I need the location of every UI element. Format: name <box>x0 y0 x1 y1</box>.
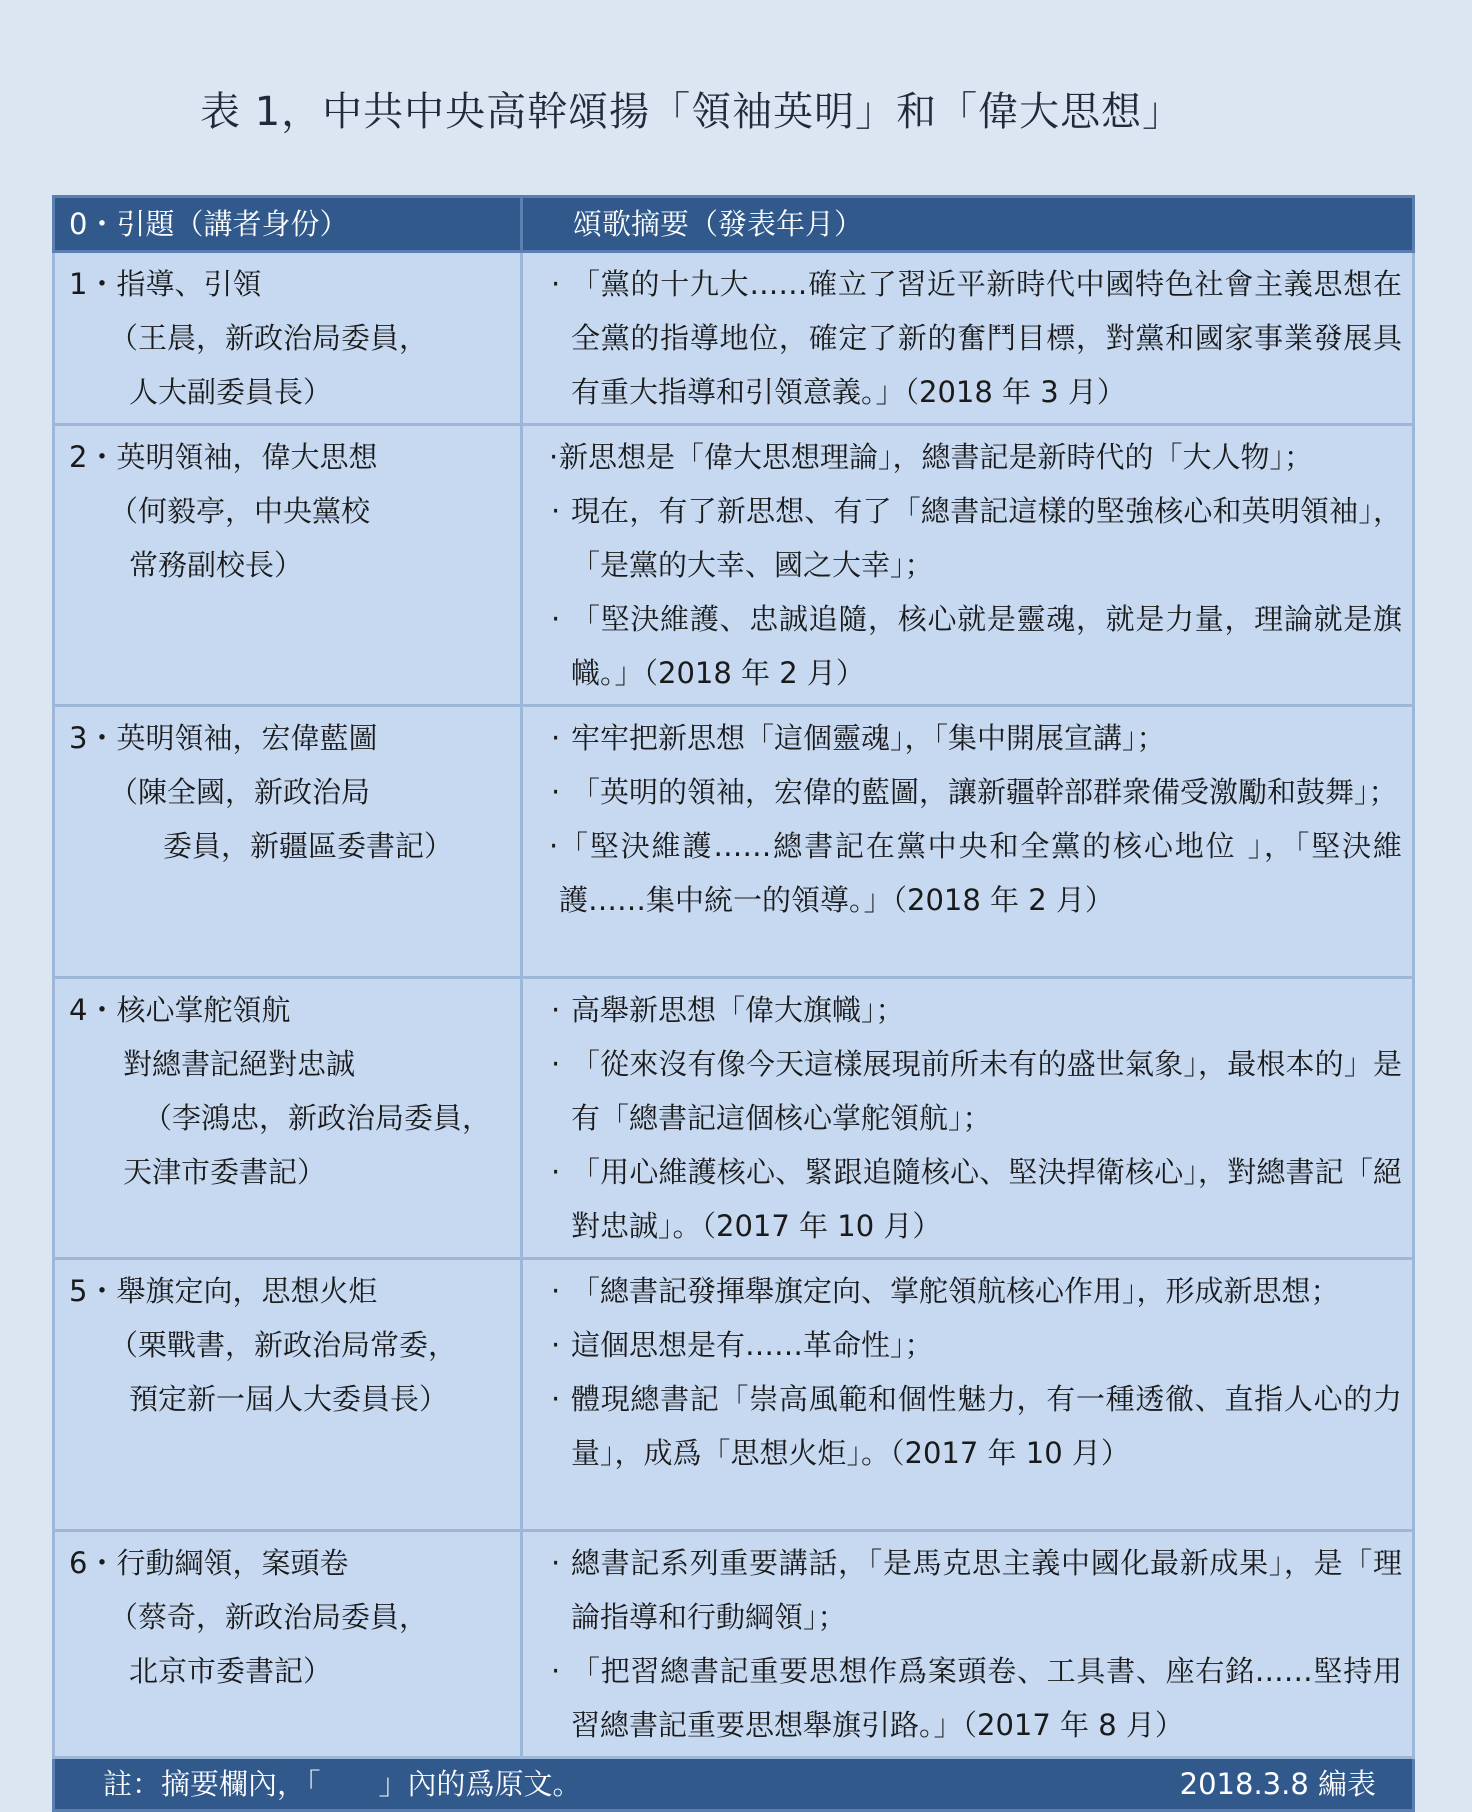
summary-item: · 「用心維護核心、緊跟追隨核心、堅決捍衛核心」，對總書記「絕對忠誠」。（2017 年 10 月） <box>537 1145 1402 1253</box>
speaker-cell <box>54 425 522 706</box>
table-row <box>54 252 1414 425</box>
speaker-line: 常務副校長） <box>129 548 304 582</box>
bullet-icon: · <box>551 1047 561 1081</box>
speaker-line: 天津市委書記） <box>123 1155 327 1189</box>
topic-line: 3・英明領袖，宏偉藍圖 <box>69 721 378 755</box>
bullet-icon: · <box>551 721 561 755</box>
summary-item: · 「英明的領袖，宏偉的藍圖，讓新疆幹部群衆備受激勵和鼓舞」； <box>537 765 1402 819</box>
bullet-icon: · <box>551 1328 561 1362</box>
bullet-icon: · <box>551 1546 561 1580</box>
header-row <box>54 197 1414 252</box>
speaker-line: 人大副委員長） <box>129 375 333 409</box>
summary-item: · 「從來沒有像今天這樣展現前所未有的盛世氣象」，最根本的」是有「總書記這個核心掌舵領航」； <box>537 1037 1402 1145</box>
speaker-line: （陳全國，新政治局 <box>109 775 371 809</box>
speaker-cell <box>54 252 522 425</box>
topic-line: 5・舉旗定向，思想火炬 <box>69 1274 378 1308</box>
speaker-cell <box>54 1531 522 1758</box>
topic-line: 1・指導、引領 <box>69 267 262 301</box>
bullet-icon: · <box>551 775 561 809</box>
table-row <box>54 706 1414 978</box>
bullet-icon: · <box>551 494 561 528</box>
footer-note: 註：摘要欄內，「 」內的爲原文。 <box>103 1767 582 1801</box>
bullet-icon: · <box>549 440 559 474</box>
table-row <box>54 1259 1414 1531</box>
summary-item: · 「總書記發揮舉旗定向、掌舵領航核心作用」，形成新思想； <box>537 1264 1402 1318</box>
summary-cell <box>522 1259 1414 1531</box>
bullet-icon: · <box>551 1155 561 1189</box>
footer-date: 2018.3.8 編表 <box>1179 1767 1376 1801</box>
bullet-icon: · <box>551 993 561 1027</box>
speaker-line: （李鴻忠，新政治局委員， <box>143 1101 492 1135</box>
footer-row <box>54 1758 1414 1811</box>
speaker-cell <box>54 706 522 978</box>
summary-item: · 「黨的十九大……確立了習近平新時代中國特色社會主義思想在全黨的指導地位，確定了新的奮鬥目標，對黨和國家事業發展具有重大指導和引領意義。」（2018 年 3 月） <box>537 257 1402 419</box>
table-title: 表 1，中共中央高幹頌揚「領袖英明」和「偉大思想」 <box>200 89 1184 135</box>
summary-item: · 總書記系列重要講話，「是馬克思主義中國化最新成果」，是「理論指導和行動綱領」； <box>537 1536 1402 1644</box>
summary-table <box>52 195 1415 1812</box>
summary-item: · 「堅決維護、忠誠追隨，核心就是靈魂，就是力量，理論就是旗幟。」（2018 年 2 月） <box>537 592 1402 700</box>
header-col1-label: 0・引題（講者身份） <box>69 207 349 241</box>
speaker-line: （王晨，新政治局委員， <box>109 321 429 355</box>
topic-line: 對總書記絕對忠誠 <box>123 1047 356 1081</box>
summary-item: · 現在，有了新思想、有了「總書記這樣的堅強核心和英明領袖」，「是黨的大幸、國之大幸」； <box>537 484 1402 592</box>
table-row <box>54 978 1414 1259</box>
summary-item: · 「堅決維護……總書記在黨中央和全黨的核心地位 」，「堅決維護……集中統一的領導。」（2018 年 2 月） <box>537 819 1402 927</box>
footer-cell <box>54 1758 1414 1811</box>
summary-item: · 這個思想是有……革命性」； <box>537 1318 1402 1372</box>
table-row <box>54 425 1414 706</box>
speaker-line: 北京市委書記） <box>129 1654 333 1688</box>
bullet-icon: · <box>551 602 561 636</box>
speaker-cell <box>54 978 522 1259</box>
bullet-icon: · <box>551 267 561 301</box>
table-row <box>54 1531 1414 1758</box>
speaker-line: （何毅亭，中央黨校 <box>109 494 371 528</box>
summary-cell <box>522 252 1414 425</box>
summary-item: · 高舉新思想「偉大旗幟」； <box>537 983 1402 1037</box>
summary-cell <box>522 978 1414 1259</box>
bullet-icon: · <box>551 1382 561 1416</box>
header-col2-label: 頌歌摘要（發表年月） <box>573 207 864 241</box>
summary-item: · 體現總書記「崇高風範和個性魅力，有一種透徹、直指人心的力量」，成爲「思想火炬」。（2017 年 10 月） <box>537 1372 1402 1480</box>
summary-cell <box>522 425 1414 706</box>
topic-line: 6・行動綱領，案頭卷 <box>69 1546 349 1580</box>
header-col2 <box>522 197 1414 252</box>
bullet-icon: · <box>551 1654 561 1688</box>
summary-item: · 新思想是「偉大思想理論」，總書記是新時代的「大人物」； <box>537 430 1402 484</box>
speaker-cell <box>54 1259 522 1531</box>
topic-line: 4・核心掌舵領航 <box>69 993 291 1027</box>
header-col1 <box>54 197 522 252</box>
summary-item: · 牢牢把新思想「這個靈魂」，「集中開展宣講」； <box>537 711 1402 765</box>
summary-item: · 「把習總書記重要思想作爲案頭卷、工具書、座右銘……堅持用習總書記重要思想舉旗引路。」（2017 年 8 月） <box>537 1644 1402 1752</box>
summary-cell <box>522 706 1414 978</box>
speaker-line: 預定新一屆人大委員長） <box>129 1382 449 1416</box>
speaker-line: （蔡奇，新政治局委員， <box>109 1600 429 1634</box>
summary-cell <box>522 1531 1414 1758</box>
topic-line: 2・英明領袖，偉大思想 <box>69 440 378 474</box>
bullet-icon: · <box>551 1274 561 1308</box>
bullet-icon: · <box>549 829 559 863</box>
speaker-line: （栗戰書，新政治局常委， <box>109 1328 458 1362</box>
speaker-line: 委員，新疆區委書記） <box>163 829 454 863</box>
